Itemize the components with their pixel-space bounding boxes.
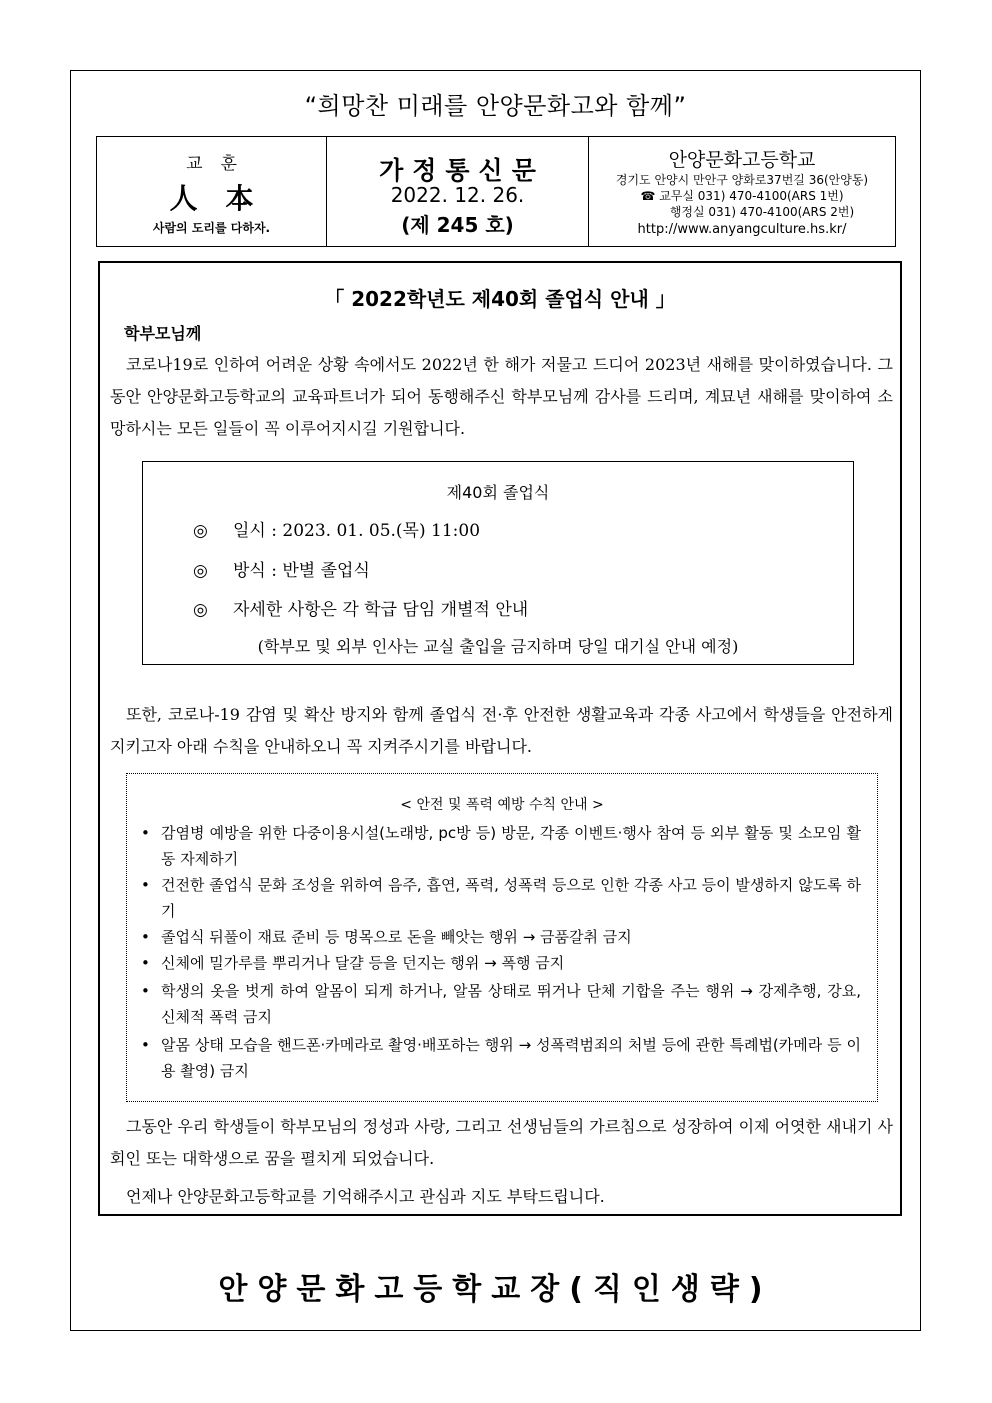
bullet-icon: • (141, 928, 150, 946)
rules-box (126, 773, 878, 1102)
slogan: “희망찬 미래를 안양문화고와 함께” (304, 92, 687, 120)
school-website[interactable]: http://www.anyangculture.hs.kr/ (637, 222, 847, 237)
document-title: 「 2022학년도 제40회 졸업식 안내 」 (324, 287, 676, 311)
bullet-icon: • (141, 982, 150, 1000)
header-table (96, 136, 896, 247)
motto-label: 교훈 (186, 154, 255, 174)
circle-mark-icon: ◎ (193, 561, 208, 581)
closing-text: 그동안 우리 학생들이 학부모님의 정성과 사랑, 그리고 선생님들의 가르침으로 성장하여 이제 어엿한 새내기 사회인 또는 대학생으로 꿈을 펼치게 되었습니다. (110, 1117, 893, 1168)
rule-item: • 알몸 상태 모습을 핸드폰·카메라로 촬영·배포하는 행위 → 성폭력범죄의 처벌 등에 관한 특례법(카메라 등 이용 촬영) 금지 (141, 1032, 861, 1084)
newsletter-issue: (제 245 호) (401, 213, 514, 237)
bullet-icon: • (141, 876, 150, 894)
school-info-cell (589, 137, 895, 246)
event-note: (학부모 및 외부 인사는 교실 출입을 금지하며 당일 대기실 안내 예정) (257, 637, 739, 656)
greeting: 학부모님께 (124, 324, 202, 343)
closing-paragraph (110, 1111, 893, 1175)
motto-sub: 사람의 도리를 다하자. (152, 221, 271, 235)
phone-admin: 행정실 031) 470-4100(ARS 2번) (669, 205, 855, 219)
circle-mark-icon: ◎ (193, 600, 208, 620)
phone-office: ☎ 교무실 031) 470-4100(ARS 1번) (640, 189, 844, 203)
newsletter-date: 2022. 12. 26. (390, 183, 525, 207)
event-box (142, 461, 854, 665)
school-name: 안양문화고등학교 (668, 149, 816, 171)
event-title: 제40회 졸업식 (446, 483, 550, 502)
event-item-date: ◎ 일시 : 2023. 01. 05.(목) 11:00 (193, 521, 481, 541)
intro-paragraph (110, 349, 893, 445)
bullet-icon: • (141, 1036, 150, 1054)
closing-request-text: 언제나 안양문화고등학교를 기억해주시고 관심과 지도 부탁드립니다. (126, 1187, 605, 1206)
rule-item: • 감염병 예방을 위한 다중이용시설(노래방, pc방 등) 방문, 각종 이벤트·행사 참여 등 외부 활동 및 소모임 활동 자제하기 (141, 820, 861, 872)
school-address: 경기도 안양시 만안구 양화로37번길 36(안양동) (615, 173, 869, 187)
circle-mark-icon: ◎ (193, 521, 208, 541)
safety-intro-text: 또한, 코로나-19 감염 및 확산 방지와 함께 졸업식 전·후 안전한 생활교육과 각종 사고에서 학생들을 안전하게 지키고자 아래 수칙을 안내하오니 꼭 지켜주시기를 바랍니다. (110, 705, 893, 756)
newsletter-title: 가정통신문 (379, 156, 545, 185)
newsletter-cell (327, 137, 589, 246)
main-content-box (98, 261, 902, 1216)
rules-title: < 안전 및 폭력 예방 수칙 안내 > (400, 797, 604, 813)
rule-item: • 신체에 밀가루를 뿌리거나 달걀 등을 던지는 행위 → 폭행 금지 (141, 950, 861, 976)
motto-main: 人本 (169, 182, 282, 215)
bullet-icon: • (141, 824, 150, 842)
rule-item: • 학생의 옷을 벗게 하여 알몸이 되게 하거나, 알몸 상태로 뛰거나 단체 기합을 주는 행위 → 강제추행, 강요, 신체적 폭력 금지 (141, 978, 861, 1030)
closing-request (110, 1181, 893, 1213)
intro-text: 코로나19로 인하여 어려운 상황 속에서도 2022년 한 해가 저물고 드디어 2023년 새해를 맞이하였습니다. 그동안 안양문화고등학교의 교육파트너가 되어 동행해주신 학부모님께 감사를 드리며, 계묘년 새해를 맞이하여 소망하시는 모든 일들이 꼭 이루어지시길 기원합니다. (110, 355, 893, 438)
motto-cell (97, 137, 327, 246)
rule-item: • 건전한 졸업식 문화 조성을 위하여 음주, 흡연, 폭력, 성폭력 등으로 인한 각종 사고 등이 발생하지 않도록 하기 (141, 872, 861, 924)
bullet-icon: • (141, 954, 150, 972)
rule-item: • 졸업식 뒤풀이 재료 준비 등 명목으로 돈을 빼앗는 행위 → 금품갈취 금지 (141, 924, 861, 950)
event-item-method: ◎ 방식 : 반별 졸업식 (193, 561, 370, 581)
principal-signature: 안양문화고등학교장(직인생략) (218, 1272, 773, 1307)
safety-intro-paragraph (110, 699, 893, 763)
event-item-details: ◎ 자세한 사항은 각 학급 담임 개별적 안내 (193, 600, 529, 620)
